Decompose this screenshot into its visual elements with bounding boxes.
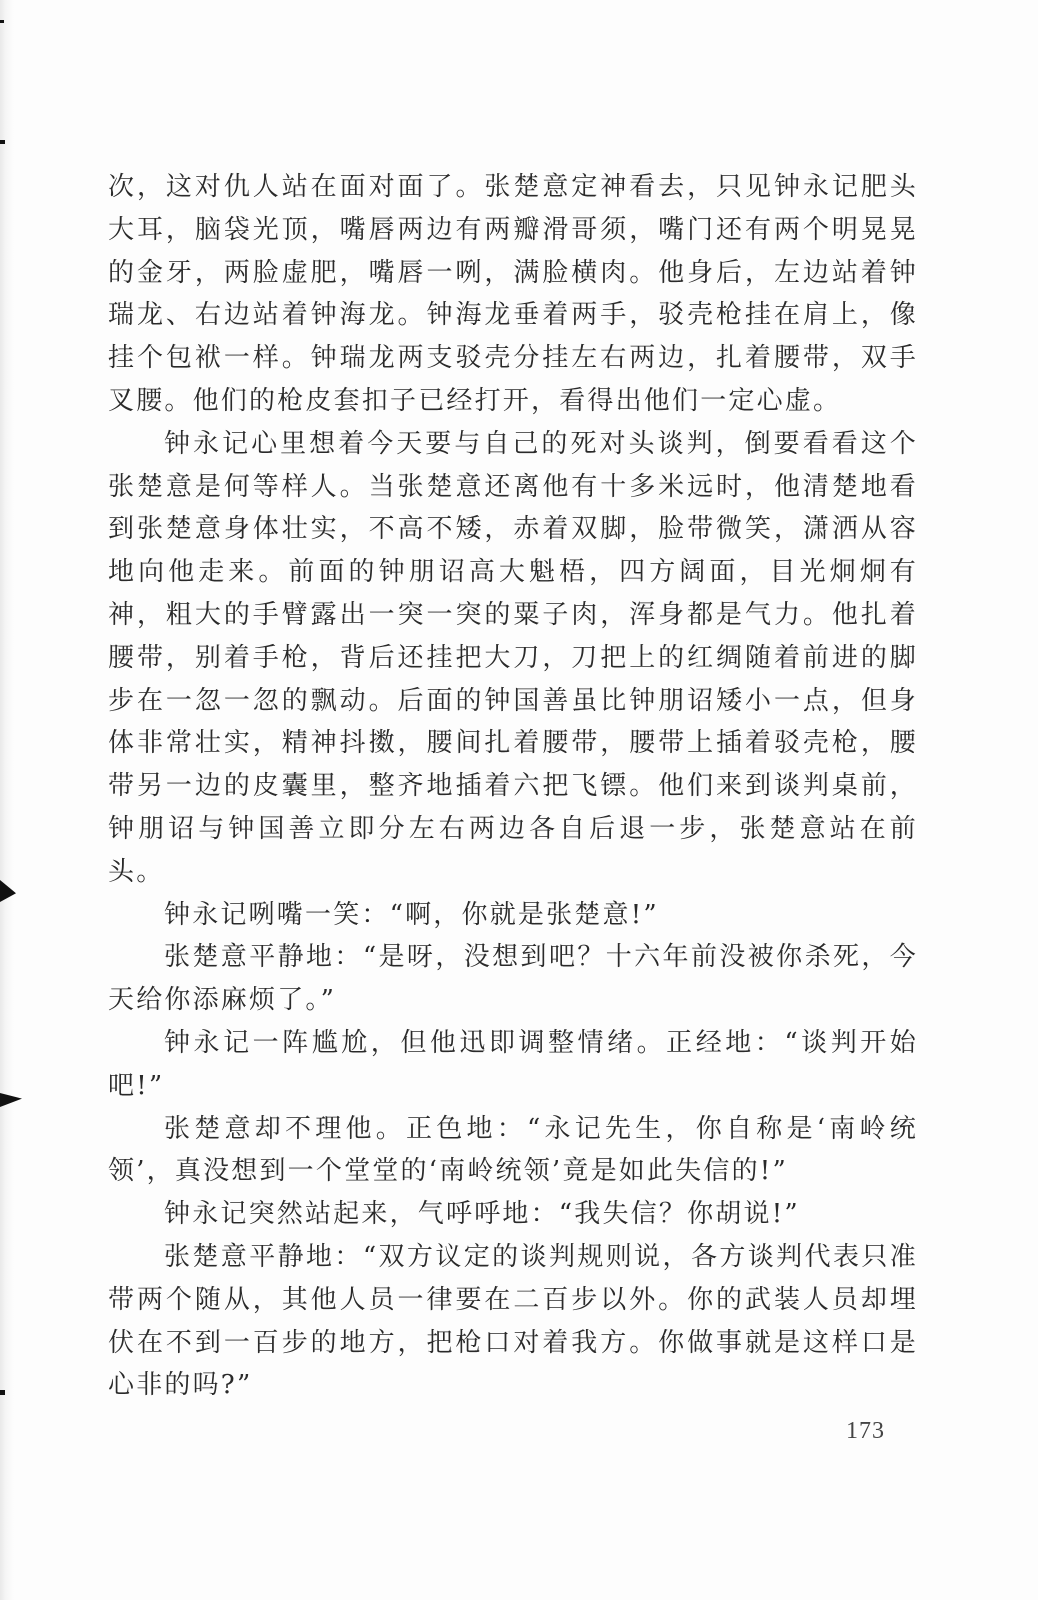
paragraph: 张楚意却不理他。正色地：“永记先生，你自称是‘南岭统领’，真没想到一个堂堂的‘南岭统领’竟是如此失信的!”	[108, 1113, 918, 1187]
paragraph: 钟永记一阵尴尬，但他迅即调整情绪。正经地：“谈判开始吧!”	[108, 1027, 918, 1101]
paragraph: 张楚意平静地：“是呀，没想到吧？十六年前没被你杀死，今天给你添麻烦了。”	[108, 942, 918, 1016]
paragraph: 钟永记咧嘴一笑：“啊，你就是张楚意!”	[164, 899, 659, 930]
paragraph: 钟永记突然站起来，气呼呼地：“我失信？你胡说!”	[164, 1199, 800, 1230]
scan-edge-mark	[0, 1390, 5, 1395]
paragraph: 张楚意平静地：“双方议定的谈判规则说，各方谈判代表只准带两个随从，其他人员一律要在二百步以外。你的武装人员却埋伏在不到一百步的地方，把枪口对着我方。你做事就是这样口是心非的吗?”	[108, 1241, 918, 1401]
scan-edge-mark	[0, 140, 5, 144]
paragraph: 钟永记心里想着今天要与自己的死对头谈判，倒要看看这个张楚意是何等样人。当张楚意还离他有十多米远时，他清楚地看到张楚意身体壮实，不高不矮，赤着双脚，脸带微笑，潇洒从容地向他走来。前面的钟朋诏高大魁梧，四方阔面，目光炯炯有神，粗大的手臂露出一突一突的粟子肉，浑身都是气力。他扎着腰带，别着手枪，背后还挂把大刀，刀把上的红绸随着前进的脚步在一忽一忽的飘动。后面的钟国善虽比钟朋诏矮小一点，但身体非常壮实，精神抖擞，腰间扎着腰带，腰带上插着驳壳枪，腰带另一边的皮囊里，整齐地插着六把飞镖。他们来到谈判桌前，钟朋诏与钟国善立即分左右两边各自后退一步，张楚意站在前头。	[108, 428, 918, 887]
paragraph: 次，这对仇人站在面对面了。张楚意定神看去，只见钟永记肥头大耳，脑袋光顶，嘴唇两边有两瓣滑哥须，嘴门还有两个明晃晃的金牙，两脸虚肥，嘴唇一咧，满脸横肉。他身后，左边站着钟瑞龙、右边站着钟海龙。钟海龙垂着两手，驳壳枪挂在肩上，像挂个包袱一样。钟瑞龙两支驳壳分挂左右两边，扎着腰带，双手叉腰。他们的枪皮套扣子已经打开，看得出他们一定心虚。	[108, 172, 918, 416]
page-number: 173	[846, 1418, 885, 1444]
scan-edge-mark	[0, 20, 4, 23]
body-text	[108, 166, 918, 1407]
scan-edge	[0, 0, 14, 1600]
